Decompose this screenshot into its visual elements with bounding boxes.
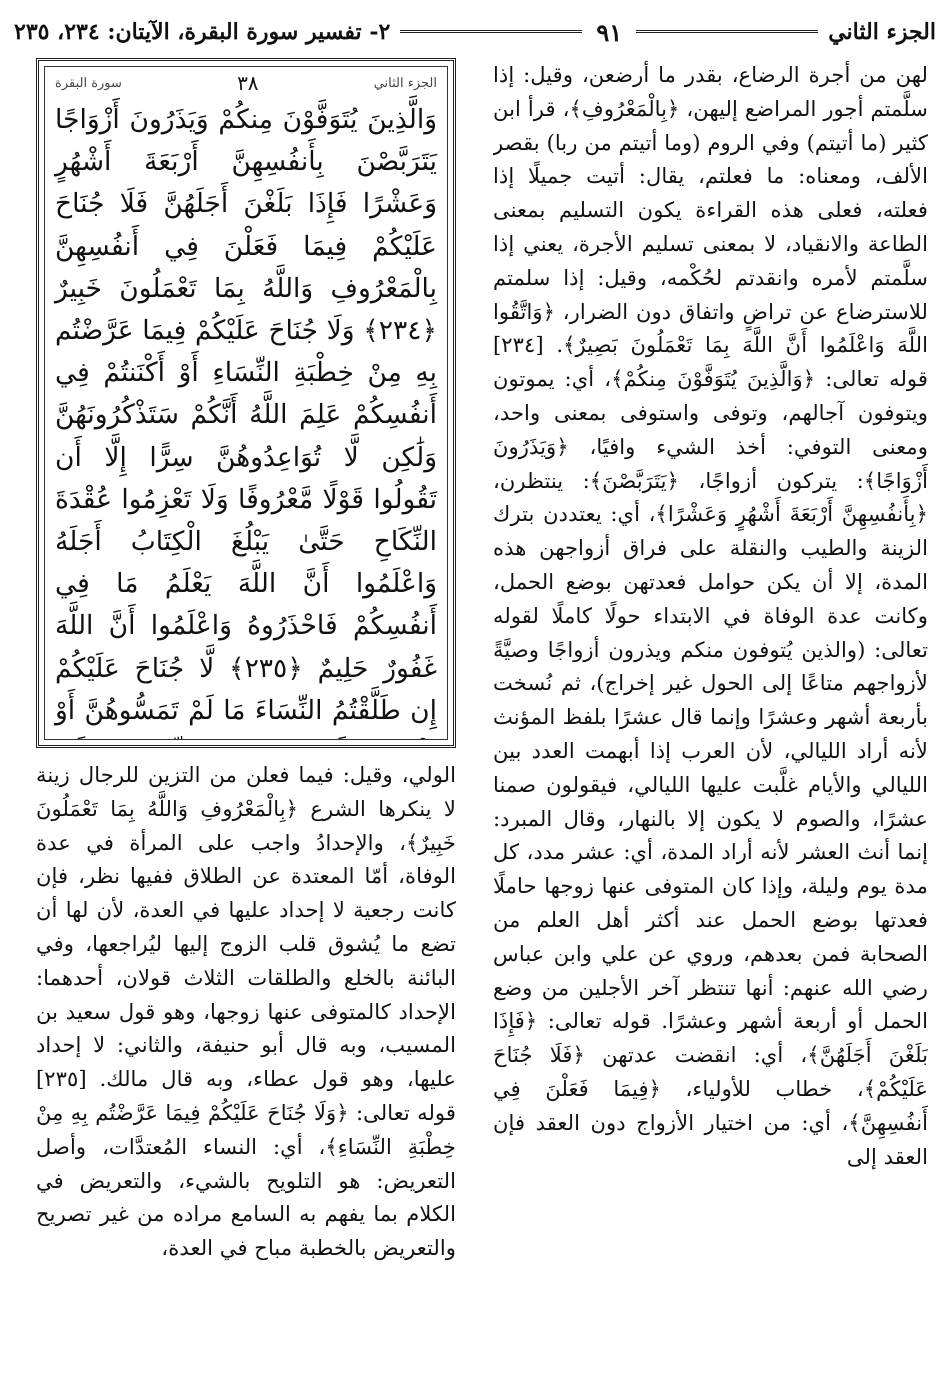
header-rule — [636, 30, 818, 35]
commentary-text: الولي، وقيل: فيما فعلن من التزين للرجال زينة لا ينكرها الشرع ﴿بِالْمَعْرُوفِ وَاللَّهُ بِمَا تَعْمَلُونَ خَبِيرٌ﴾، والإحدادُ واجب على المرأة في عدة الوفاة، أمّا المعتدة عن الطلاق ففيها نظر، فإن كانت رجعية لا إحداد عليها في العدة، لأن لها أن تضع ما يُشوق قلب الزوج إليها ليُراجعها، وفي البائنة بالخلع والطلقات الثلاث قولان، أحدهما: الإحداد كالمتوفى عنها زوجها، وهو قول سعيد بن المسيب، وبه قال أبو حنيفة، والثاني: لا إحداد عليها، وهو قول عطاء، وبه قال مالك. [٢٣٥] قوله تعالى: ﴿وَلَا جُنَاحَ عَلَيْكُمْ فِيمَا عَرَّضْتُم بِهِ مِنْ خِطْبَةِ النِّسَاءِ﴾، أي: النساء المُعتدَّات، وأصل التعريض: هو التلويح بالشيء، والتعريض في الكلام بما يفهم به السامع مراده من غير تصريح والتعريض بالخطبة مباح في العدة، — [36, 762, 456, 1261]
commentary-right-column — [493, 58, 928, 1376]
mushaf-page-number: ٣٨ — [237, 71, 259, 95]
mushaf-header — [55, 71, 437, 95]
header-rule — [400, 30, 582, 35]
mushaf-surah-label: سورة البقرة — [55, 75, 122, 91]
chapter-title: ٢- تفسير سورة البقرة، الآيتان: ٢٣٤، ٢٣٥ — [14, 19, 391, 45]
mushaf-part-label: الجزء الثاني — [373, 75, 437, 91]
commentary-text: لهن من أجرة الرضاع، بقدر ما أرضعن، وقيل: إذا سلَّمتم أجور المراضع إليهن، ﴿بِالْمَعْرُوفِ﴾، قرأ ابن كثير (ما أتيتم) وفي الروم (وما أتيتم من ربا) بقصر الألف، ومعناه: ما فعلتم، يقال: أتيت جميلًا إذا فعلته، فعلى هذه القراءة يكون التسليم بمعنى الطاعة والانقياد، لا بمعنى تسليم الأجرة، يعني إذا سلَّمتم لأمره وانقدتم لحُكْمه، وقيل: إذا سلمتم للاسترضاع عن تراضٍ واتفاق دون الضرار، ﴿وَاتَّقُوا اللَّهَ وَاعْلَمُوا أَنَّ اللَّهَ بِمَا تَعْمَلُونَ بَصِيرٌ﴾. [٢٣٤] قوله تعالى: ﴿وَالَّذِينَ يُتَوَفَّوْنَ مِنكُمْ﴾، أي: يموتون ويتوفون آجالهم، وتوفى واستوفى بمعنى واحد، ومعنى التوفي: أخذ الشيء وافيًا، ﴿وَيَذَرُونَ أَزْوَاجًا﴾: يتركون أزواجًا، ﴿يَتَرَبَّصْنَ﴾: ينتظرن، ﴿بِأَنفُسِهِنَّ أَرْبَعَةَ أَشْهُرٍ وَعَشْرًا﴾، أي: يعتددن بترك الزينة والطيب والنقلة على فراق أزواجهن هذه المدة، إلا أن يكن حوامل فعدتهن بوضع الحمل، وكانت عدة الوفاة في الابتداء حولًا كاملًا لقوله تعالى: (والذين يُتوفون منكم ويذرون أزواجًا وصيَّةً لأزواجهم متاعًا إلى الحول غير إخراج)، ثم نُسخت بأربعة أشهر وعشرًا وإنما قال عشرًا بلفظ المؤنث لأنه أراد الليالي، لأن العرب إذا أبهمت العدد بين الليالي والأيام غلَّبت عليها الليالي، فيقولون صمنا عشرًا، والصوم لا يكون إلا بالنهار، وقال المبرد: إنما أنث العشر لأنه أراد المدة، أي: عشر مدد، كل مدة يوم وليلة، وإذا كان المتوفى عنها زوجها حاملًا فعدتها بوضع الحمل عند أكثر أهل العلم من الصحابة فمن بعدهم، وروي عن علي وابن عباس رضي الله عنهم: أنها تنتظر آخر الأجلين من وضع الحمل أو أربعة أشهر وعشرًا. قوله تعالى: ﴿فَإِذَا بَلَغْنَ أَجَلَهُنَّ﴾، أي: انقضت عدتهن ﴿فَلَا جُنَاحَ عَلَيْكُمْ﴾، خطاب للأولياء، ﴿فِيمَا فَعَلْنَ فِي أَنفُسِهِنَّ﴾، أي: من اختيار الأزواج دون العقد فإن العقد إلى — [493, 62, 928, 1169]
quran-text-frame — [44, 66, 448, 740]
quran-verses: وَالَّذِينَ يُتَوَفَّوْنَ مِنكُمْ وَيَذَرُونَ أَزْوَاجًا يَتَرَبَّصْنَ بِأَنفُسِهِنَّ أَرْبَعَةَ أَشْهُرٍ وَعَشْرًا فَإِذَا بَلَغْنَ أَجَلَهُنَّ فَلَا جُنَاحَ عَلَيْكُمْ فِيمَا فَعَلْنَ فِي أَنفُسِهِنَّ بِالْمَعْرُوفِ وَاللَّهُ بِمَا تَعْمَلُونَ خَبِيرٌ ﴿٢٣٤﴾ وَلَا جُنَاحَ عَلَيْكُمْ فِيمَا عَرَّضْتُم بِهِ مِنْ خِطْبَةِ النِّسَاءِ أَوْ أَكْنَنتُمْ فِي أَنفُسِكُمْ عَلِمَ اللَّهُ أَنَّكُمْ سَتَذْكُرُونَهُنَّ وَلَٰكِن لَّا تُوَاعِدُوهُنَّ سِرًّا إِلَّا أَن تَقُولُوا قَوْلًا مَّعْرُوفًا وَلَا تَعْزِمُوا عُقْدَةَ النِّكَاحِ حَتَّىٰ يَبْلُغَ الْكِتَابُ أَجَلَهُ وَاعْلَمُوا أَنَّ اللَّهَ يَعْلَمُ مَا فِي أَنفُسِكُمْ فَاحْذَرُوهُ وَاعْلَمُوا أَنَّ اللَّهَ غَفُورٌ حَلِيمٌ ﴿٢٣٥﴾ لَّا جُنَاحَ عَلَيْكُمْ إِن طَلَّقْتُمُ النِّسَاءَ مَا لَمْ تَمَسُّوهُنَّ أَوْ — [55, 104, 437, 726]
quran-text-box — [36, 58, 456, 748]
page-number: ٩١ — [596, 17, 623, 47]
commentary-left-column — [36, 758, 456, 1378]
page-header — [14, 14, 936, 50]
part-label: الجزء الثاني — [828, 19, 936, 45]
